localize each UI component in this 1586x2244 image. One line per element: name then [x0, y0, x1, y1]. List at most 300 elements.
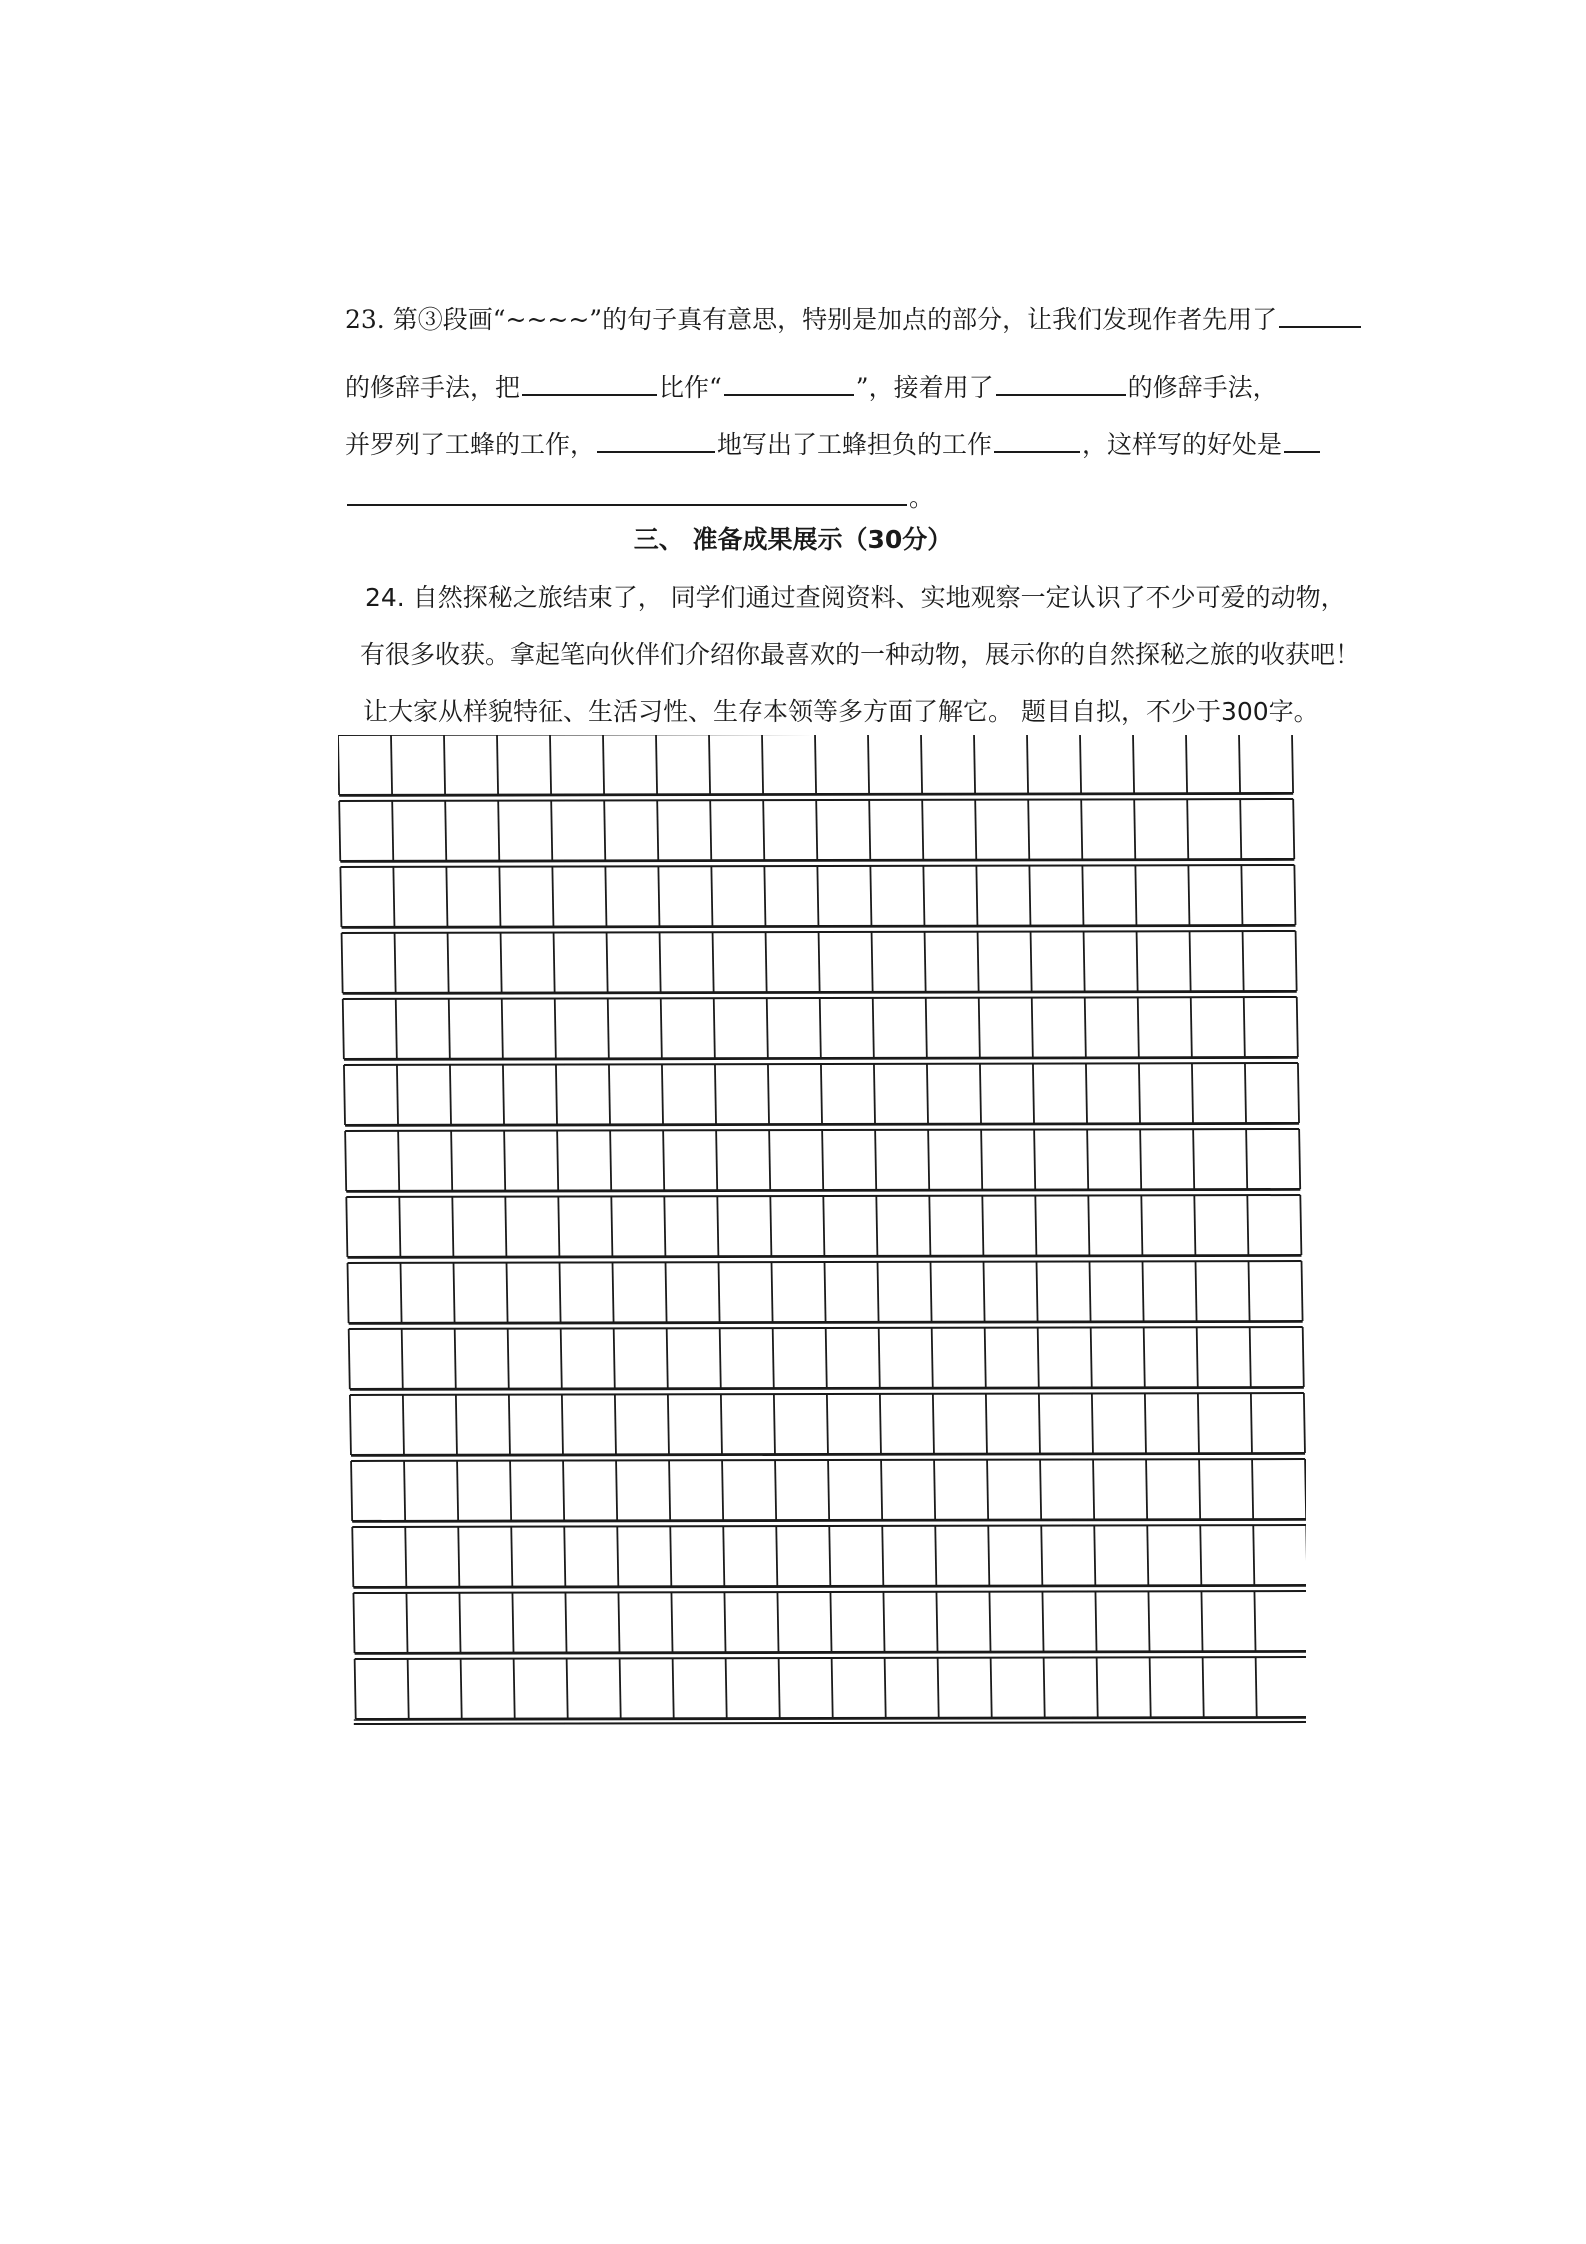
grid-cell-border	[826, 1328, 827, 1388]
grid-cell-border	[933, 1394, 934, 1454]
grid-cell-border	[1084, 931, 1085, 991]
grid-cell-border	[459, 1593, 460, 1653]
grid-cell-border	[724, 1592, 725, 1652]
grid-cell-border	[777, 1592, 778, 1652]
grid-cell-border	[603, 735, 604, 794]
grid-cell-border	[1197, 1327, 1198, 1387]
grid-cell-border	[985, 1328, 986, 1388]
grid-cell-border	[399, 1197, 400, 1257]
grid-cell-border	[1293, 799, 1294, 859]
grid-cell-border	[550, 735, 551, 795]
grid-cell-border	[1134, 799, 1135, 859]
grid-cell-border	[395, 933, 396, 993]
grid-cell-border	[552, 867, 553, 927]
grid-cell-border	[340, 867, 341, 927]
grid-cell-border	[717, 1196, 718, 1256]
grid-cell-border	[932, 1328, 933, 1388]
grid-cell-border	[1203, 1657, 1204, 1717]
grid-cell-border	[452, 1197, 453, 1257]
grid-cell-border	[450, 1065, 451, 1125]
answer-blank[interactable]	[996, 372, 1126, 396]
grid-cell-border	[352, 1527, 353, 1587]
grid-cell-border	[762, 735, 763, 794]
grid-cell-border	[976, 866, 977, 926]
grid-cell-border	[921, 735, 922, 794]
grid-cell-border	[713, 932, 714, 992]
grid-cell-border	[1080, 735, 1081, 793]
grid-cell-border	[608, 998, 609, 1058]
grid-cell-border	[829, 1526, 830, 1586]
grid-row	[351, 1454, 1306, 1521]
grid-cell-border	[669, 1460, 670, 1520]
grid-cell-border	[1200, 1525, 1201, 1585]
grid-cell-border	[938, 1658, 939, 1718]
grid-cell-border	[1298, 1063, 1299, 1123]
grid-cell-border	[817, 866, 818, 926]
grid-cell-border	[664, 1196, 665, 1256]
grid-cell-border	[1087, 1129, 1088, 1189]
grid-cell-border	[661, 998, 662, 1058]
grid-cell-border	[563, 1461, 564, 1521]
grid-cell-border	[565, 1593, 566, 1653]
grid-cell-border	[1239, 735, 1240, 793]
grid-cell-border	[396, 999, 397, 1059]
grid-cell-border	[607, 932, 608, 992]
grid-cell-border	[1140, 1129, 1141, 1189]
grid-cell-border	[721, 1394, 722, 1454]
grid-cell-border	[769, 1130, 770, 1190]
grid-cell-border	[827, 1394, 828, 1454]
answer-blank[interactable]	[724, 372, 854, 396]
grid-cell-border	[673, 1658, 674, 1718]
grid-row	[350, 1388, 1305, 1455]
grid-row	[343, 992, 1298, 1059]
grid-cell-border	[445, 801, 446, 861]
grid-cell-border	[987, 1460, 988, 1520]
grid-cell-border	[510, 1461, 511, 1521]
answer-blank[interactable]	[522, 372, 657, 396]
grid-cell-border	[1037, 1262, 1038, 1322]
grid-cell-border	[613, 1262, 614, 1322]
grid-cell-border	[989, 1592, 990, 1652]
grid-cell-border	[393, 867, 394, 927]
grid-cell-border	[779, 1658, 780, 1718]
grid-cell-border	[397, 1065, 398, 1125]
grid-cell-border	[1201, 1591, 1202, 1651]
grid-cell-border	[1241, 865, 1242, 925]
grid-cell-border	[988, 1526, 989, 1586]
q23-line-2	[345, 368, 1278, 404]
grid-cell-border	[879, 1328, 880, 1388]
grid-cell-border	[1092, 1393, 1093, 1453]
grid-cell-border	[611, 1196, 612, 1256]
q23-line-3	[345, 425, 1322, 461]
grid-cell-border	[1097, 1657, 1098, 1717]
grid-cell-border	[616, 1460, 617, 1520]
grid-cell-border	[1303, 1327, 1304, 1387]
grid-cell-border	[925, 932, 926, 992]
grid-cell-border	[1031, 932, 1032, 992]
grid-cell-border	[1296, 931, 1297, 991]
grid-cell-border	[663, 1130, 664, 1190]
grid-row	[352, 1520, 1306, 1587]
grid-cell-border	[709, 735, 710, 794]
grid-cell-border	[511, 1527, 512, 1587]
grid-cell-border	[1198, 1393, 1199, 1453]
grid-cell-border	[345, 1131, 346, 1191]
grid-cell-border	[1094, 1525, 1095, 1585]
grid-cell-border	[1042, 1592, 1043, 1652]
grid-cell-border	[504, 1131, 505, 1191]
grid-cell-border	[514, 1659, 515, 1719]
q24-line-1: 24. 自然探秘之旅结束了， 同学们通过查阅资料、实地观察一定认识了不少可爱的动物，	[365, 583, 1346, 612]
grid-cell-border	[350, 1395, 351, 1455]
grid-cell-border	[885, 1658, 886, 1718]
grid-cell-border	[562, 1395, 563, 1455]
grid-cell-border	[454, 1263, 455, 1323]
grid-cell-border	[1029, 866, 1030, 926]
grid-cell-border	[508, 1329, 509, 1389]
grid-cell-border	[1135, 865, 1136, 925]
grid-cell-border	[1297, 997, 1298, 1057]
grid-cell-border	[820, 998, 821, 1058]
grid-cell-border	[657, 800, 658, 860]
grid-cell-border	[604, 800, 605, 860]
grid-cell-border	[351, 1461, 352, 1521]
answer-blank[interactable]	[1279, 304, 1361, 328]
grid-row	[345, 1124, 1300, 1191]
grid-cell-border	[1137, 931, 1138, 991]
q23-text: ”的句子真有意思，特别是加点的部分，让我们发现作者先用了	[589, 305, 1278, 334]
grid-cell-border	[881, 1460, 882, 1520]
grid-cell-border	[715, 1064, 716, 1124]
q24-line-3: 让大家从样貌特征、生活习性、生存本领等多方面了解它。 题目自拟，不少于300字。	[363, 697, 1319, 726]
grid-cell-border	[667, 1328, 668, 1388]
grid-cell-border	[1144, 1327, 1145, 1387]
grid-cell-border	[869, 800, 870, 860]
grid-cell-border	[497, 735, 498, 795]
grid-cell-border	[720, 1328, 721, 1388]
q23-text: 23. 第③段画“	[345, 305, 506, 334]
grid-cell-border	[1133, 735, 1134, 793]
grid-cell-border	[1088, 1195, 1089, 1255]
grid-cell-border	[815, 735, 816, 794]
grid-cell-border	[406, 1593, 407, 1653]
grid-cell-border	[828, 1460, 829, 1520]
grid-cell-border	[722, 1460, 723, 1520]
grid-cell-border	[1190, 931, 1191, 991]
grid-cell-border	[825, 1262, 826, 1322]
grid-row	[342, 926, 1297, 993]
grid-cell-border	[714, 998, 715, 1058]
grid-cell-border	[554, 933, 555, 993]
answer-blank[interactable]	[994, 429, 1080, 453]
grid-cell-border	[1191, 997, 1192, 1057]
grid-cell-border	[507, 1263, 508, 1323]
grid-cell-border	[775, 1460, 776, 1520]
grid-cell-border	[1304, 1393, 1305, 1453]
grid-cell-border	[710, 800, 711, 860]
grid-cell-border	[978, 932, 979, 992]
grid-cell-border	[342, 933, 343, 993]
grid-cell-border	[666, 1262, 667, 1322]
grid-cell-border	[1302, 1261, 1303, 1321]
grid-cell-border	[564, 1527, 565, 1587]
grid-cell-border	[614, 1328, 615, 1388]
grid-cell-border	[1243, 931, 1244, 991]
grid-cell-border	[449, 999, 450, 1059]
grid-cell-border	[934, 1460, 935, 1520]
grid-cell-border	[444, 735, 445, 795]
grid-cell-border	[398, 1131, 399, 1191]
grid-cell-border	[1147, 1525, 1148, 1585]
grid-cell-border	[926, 998, 927, 1058]
q23-text: 。	[909, 483, 935, 512]
grid-cell-border	[1138, 997, 1139, 1057]
grid-cell-border	[339, 801, 340, 861]
grid-cell-border	[1095, 1591, 1096, 1651]
grid-cell-border	[512, 1593, 513, 1653]
grid-cell-border	[551, 801, 552, 861]
q23-text: 地写出了工蜂担负的工作	[717, 430, 993, 459]
grid-cell-border	[1245, 1063, 1246, 1123]
writing-grid-svg	[338, 735, 1306, 1725]
grid-cell-border	[1146, 1459, 1147, 1519]
grid-cell-border	[1082, 865, 1083, 925]
grid-cell-border	[349, 1329, 350, 1389]
grid-cell-border	[991, 1658, 992, 1718]
grid-cell-border	[1091, 1327, 1092, 1387]
grid-cell-border	[882, 1526, 883, 1586]
q23-text: 的修辞手法，	[1127, 373, 1278, 402]
answer-blank[interactable]	[597, 429, 715, 453]
grid-cell-border	[1150, 1657, 1151, 1717]
grid-cell-border	[498, 801, 499, 861]
grid-cell-border	[1252, 1459, 1253, 1519]
grid-cell-border	[1086, 1063, 1087, 1123]
grid-cell-border	[355, 1659, 356, 1719]
grid-row	[353, 1586, 1306, 1653]
grid-cell-border	[832, 1658, 833, 1718]
q23-text: ”，接着用了	[855, 373, 994, 402]
grid-cell-border	[343, 999, 344, 1059]
grid-cell-border	[981, 1130, 982, 1190]
grid-cell-border	[346, 1197, 347, 1257]
grid-cell-border	[1038, 1328, 1039, 1388]
grid-cell-border	[819, 932, 820, 992]
grid-cell-border	[1187, 799, 1188, 859]
grid-cell-border	[935, 1526, 936, 1586]
grid-cell-border	[763, 800, 764, 860]
grid-cell-border	[501, 933, 502, 993]
grid-cell-border	[401, 1263, 402, 1323]
grid-cell-border	[1253, 1525, 1254, 1585]
grid-cell-border	[767, 998, 768, 1058]
grid-cell-border	[671, 1592, 672, 1652]
grid-cell-border	[880, 1394, 881, 1454]
q23-wave-mark: ~~~~	[505, 305, 590, 334]
grid-cell-border	[1081, 799, 1082, 859]
grid-cell-border	[774, 1394, 775, 1454]
grid-cell-border	[878, 1262, 879, 1322]
grid-cell-border	[830, 1592, 831, 1652]
answer-blank[interactable]	[347, 482, 907, 506]
grid-cell-border	[451, 1131, 452, 1191]
grid-cell-border	[870, 866, 871, 926]
grid-row	[355, 1652, 1306, 1719]
grid-cell-border	[1034, 1130, 1035, 1190]
grid-cell-border	[1085, 997, 1086, 1057]
grid-cell-border	[1028, 800, 1029, 860]
grid-cell-border	[1294, 865, 1295, 925]
grid-cell-border	[723, 1526, 724, 1586]
grid-cell-border	[1145, 1393, 1146, 1453]
grid-cell-border	[617, 1526, 618, 1586]
grid-cell-border	[1254, 1591, 1255, 1651]
grid-cell-border	[555, 999, 556, 1059]
grid-cell-border	[344, 1065, 345, 1125]
grid-cell-border	[505, 1197, 506, 1257]
q23-line-4	[345, 478, 934, 514]
grid-cell-border	[503, 1065, 504, 1125]
grid-cell-border	[975, 800, 976, 860]
grid-cell-border	[1033, 1064, 1034, 1124]
grid-cell-border	[868, 735, 869, 794]
grid-cell-border	[670, 1526, 671, 1586]
grid-cell-border	[348, 1263, 349, 1323]
grid-cell-border	[1148, 1591, 1149, 1651]
grid-cell-border	[822, 1130, 823, 1190]
section-heading: 三、 准备成果展示（30分）	[633, 525, 953, 554]
grid-cell-border	[1250, 1327, 1251, 1387]
grid-cell-border	[1186, 735, 1187, 793]
grid-cell-border	[816, 800, 817, 860]
grid-cell-border	[403, 1395, 404, 1455]
grid-cell-border	[772, 1262, 773, 1322]
grid-cell-border	[1194, 1195, 1195, 1255]
grid-cell-border	[923, 866, 924, 926]
grid-cell-border	[1090, 1261, 1091, 1321]
grid-cell-border	[874, 1064, 875, 1124]
grid-cell-border	[1305, 1459, 1306, 1519]
grid-cell-border	[773, 1328, 774, 1388]
grid-cell-border	[1139, 1063, 1140, 1123]
grid-cell-border	[1246, 1129, 1247, 1189]
grid-cell-border	[726, 1658, 727, 1718]
grid-cell-border	[936, 1592, 937, 1652]
grid-cell-border	[1192, 1063, 1193, 1123]
grid-cell-border	[979, 998, 980, 1058]
grid-cell-border	[618, 1592, 619, 1652]
q23-text: 的修辞手法，把	[345, 373, 521, 402]
grid-cell-border	[338, 735, 339, 795]
grid-cell-border	[620, 1658, 621, 1718]
grid-cell-border	[873, 998, 874, 1058]
grid-cell-border	[1251, 1393, 1252, 1453]
grid-cell-border	[353, 1593, 354, 1653]
grid-row	[338, 735, 1293, 795]
grid-cell-border	[404, 1461, 405, 1521]
grid-cell-border	[557, 1131, 558, 1191]
grid-cell-border	[1196, 1261, 1197, 1321]
grid-cell-border	[461, 1659, 462, 1719]
grid-cell-border	[567, 1659, 568, 1719]
grid-cell-border	[456, 1395, 457, 1455]
grid-cell-border	[1188, 865, 1189, 925]
grid-cell-border	[502, 999, 503, 1059]
grid-cell-border	[1035, 1196, 1036, 1256]
grid-cell-border	[883, 1592, 884, 1652]
grid-cell-border	[984, 1262, 985, 1322]
grid-cell-border	[609, 1064, 610, 1124]
grid-cell-border	[656, 735, 657, 794]
grid-cell-border	[1143, 1261, 1144, 1321]
grid-cell-border	[823, 1196, 824, 1256]
grid-cell-border	[556, 1065, 557, 1125]
grid-cell-border	[668, 1394, 669, 1454]
grid-cell-border	[392, 801, 393, 861]
grid-cell-border	[1300, 1195, 1301, 1255]
grid-cell-border	[1256, 1657, 1257, 1717]
q24-line-2: 有很多收获。拿起笔向伙伴们介绍你最喜欢的一种动物，展示你的自然探秘之旅的收获吧！	[360, 640, 1361, 669]
grid-cell-border	[662, 1064, 663, 1124]
grid-cell-border	[408, 1659, 409, 1719]
grid-cell-border	[560, 1263, 561, 1323]
grid-cell-border	[558, 1197, 559, 1257]
grid-cell-border	[1032, 998, 1033, 1058]
grid-cell-border	[776, 1526, 777, 1586]
answer-blank[interactable]	[1284, 429, 1320, 453]
grid-cell-border	[719, 1262, 720, 1322]
grid-cell-border	[405, 1527, 406, 1587]
grid-cell-border	[458, 1527, 459, 1587]
grid-cell-border	[1249, 1261, 1250, 1321]
grid-row	[348, 1256, 1303, 1323]
grid-cell-border	[1039, 1394, 1040, 1454]
grid-cell-border	[1299, 1129, 1300, 1189]
grid-cell-border	[1040, 1460, 1041, 1520]
grid-cell-border	[766, 932, 767, 992]
grid-row	[339, 794, 1294, 861]
grid-cell-border	[1027, 735, 1028, 794]
grid-cell-border	[872, 932, 873, 992]
grid-cell-border	[1041, 1526, 1042, 1586]
grid-cell-border	[928, 1130, 929, 1190]
q23-text: 比作“	[659, 373, 722, 402]
grid-cell-border	[509, 1395, 510, 1455]
grid-cell-border	[982, 1196, 983, 1256]
grid-cell-border	[1244, 997, 1245, 1057]
grid-cell-border	[446, 867, 447, 927]
grid-cell-border	[764, 866, 765, 926]
grid-cell-border	[768, 1064, 769, 1124]
grid-row	[344, 1058, 1299, 1125]
grid-cell-border	[986, 1394, 987, 1454]
writing-grid[interactable]	[338, 735, 1306, 1725]
grid-cell-border	[455, 1329, 456, 1389]
grid-cell-border	[1044, 1658, 1045, 1718]
grid-cell-border	[875, 1130, 876, 1190]
grid-cell-border	[1093, 1459, 1094, 1519]
grid-cell-border	[1292, 735, 1293, 793]
grid-cell-border	[1247, 1195, 1248, 1255]
grid-cell-border	[770, 1196, 771, 1256]
grid-cell-border	[1141, 1195, 1142, 1255]
grid-row	[349, 1322, 1304, 1389]
grid-row	[346, 1190, 1301, 1257]
grid-row	[340, 860, 1295, 927]
grid-cell-border	[448, 933, 449, 993]
